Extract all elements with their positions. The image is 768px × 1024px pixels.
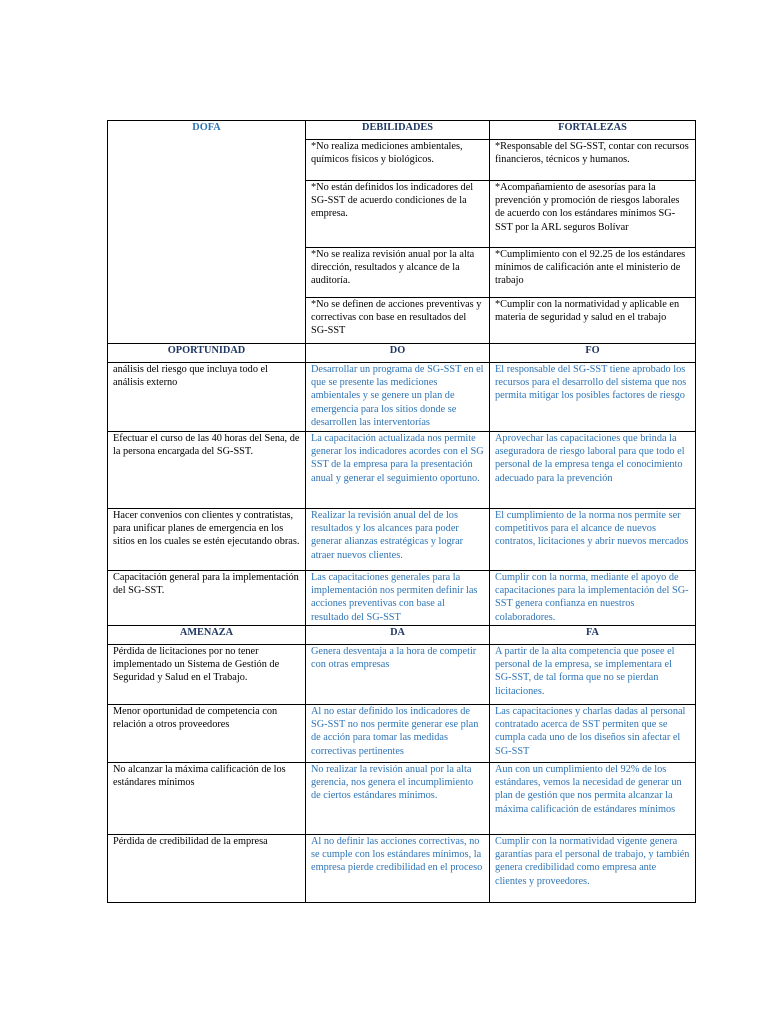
header-da: DA	[306, 626, 490, 645]
header-amenaza: AMENAZA	[108, 626, 306, 645]
oportunidad-cell: Hacer convenios con clientes y contratistas, para unificar planes de emergencia en los sitios en los cuales se estén ejecutando obras.	[108, 509, 306, 571]
dofa-matrix-table	[107, 120, 696, 903]
oportunidad-cell: análisis del riesgo que incluya todo el análisis externo	[108, 363, 306, 432]
header-fo: FO	[490, 344, 696, 363]
header-oportunidad: OPORTUNIDAD	[108, 344, 306, 363]
do-strategy-cell: Las capacitaciones generales para la implementación nos permiten definir las acciones preventivas con base al resultado del SG-SST	[306, 571, 490, 626]
fa-strategy-cell: Las capacitaciones y charlas dadas al personal contratado acerca de SST permiten que se cumpla cada uno de los diseños sin afectar el SG-SST	[490, 705, 696, 763]
dofa-corner-label: DOFA	[108, 121, 306, 344]
fa-strategy-cell: A partir de la alta competencia que posee el personal de la empresa, se implementara el SG-SST, de tal forma que no se pierdan licitaciones.	[490, 645, 696, 705]
do-strategy-cell: Realizar la revisión anual del de los resultados y los alcances para poder generar alianzas estratégicas y lograr atraer nuevos clientes.	[306, 509, 490, 571]
header-fa: FA	[490, 626, 696, 645]
amenaza-cell: No alcanzar la máxima calificación de los estándares mínimos	[108, 763, 306, 835]
da-strategy-cell: Genera desventaja a la hora de competir con otras empresas	[306, 645, 490, 705]
amenaza-cell: Menor oportunidad de competencia con relación a otros proveedores	[108, 705, 306, 763]
do-strategy-cell: La capacitación actualizada nos permite generar los indicadores acordes con el SG SST de la empresa para la presentación anual y generar el seguimiento oportuno.	[306, 432, 490, 509]
da-strategy-cell: Al no definir las acciones correctivas, no se cumple con los estándares mínimos, la empresa pierde credibilidad en el proceso	[306, 835, 490, 903]
fa-strategy-cell: Aun con un cumplimiento del 92% de los estándares, vemos la necesidad de generar un plan de gestión que nos permita alcanzar la máxima calificación de estándares mínimos	[490, 763, 696, 835]
da-strategy-cell: Al no estar definido los indicadores de SG-SST no nos permite generar ese plan de acción para tomar las medidas correctivas pertinentes	[306, 705, 490, 763]
fortaleza-cell: *Cumplimiento con el 92.25 de los estándares mínimos de calificación ante el ministerio de trabajo	[490, 248, 696, 298]
debilidad-cell: *No están definidos los indicadores del SG-SST de acuerdo condiciones de la empresa.	[306, 181, 490, 248]
header-do: DO	[306, 344, 490, 363]
fortaleza-cell: *Acompañamiento de asesorías para la prevención y promoción de riesgos laborales de acuerdo con los estándares mínimos SG-SST por la ARL seguros Bolívar	[490, 181, 696, 248]
header-fortalezas: FORTALEZAS	[490, 121, 696, 140]
fortaleza-cell: *Cumplir con la normatividad y aplicable en materia de seguridad y salud en el trabajo	[490, 298, 696, 344]
debilidad-cell: *No se realiza revisión anual por la alta dirección, resultados y alcance de la auditoría.	[306, 248, 490, 298]
oportunidad-cell: Capacitación general para la implementación del SG-SST.	[108, 571, 306, 626]
fo-strategy-cell: Cumplir con la norma, mediante el apoyo de capacitaciones para la implementación del SG-SST genera confianza en nuestros colaboradores.	[490, 571, 696, 626]
fo-strategy-cell: El cumplimiento de la norma nos permite ser competitivos para el alcance de nuevos contratos, licitaciones y abrir nuevos mercados	[490, 509, 696, 571]
oportunidad-cell: Efectuar el curso de las 40 horas del Sena, de la persona encargada del SG-SST.	[108, 432, 306, 509]
fo-strategy-cell: Aprovechar las capacitaciones que brinda la aseguradora de riesgo laboral para que todo el personal de la empresa tenga el conocimiento adecuado para la prevención	[490, 432, 696, 509]
do-strategy-cell: Desarrollar un programa de SG-SST en el que se presente las mediciones ambientales y se genere un plan de emergencia para los sitios donde se desarrollen las interventorías	[306, 363, 490, 432]
da-strategy-cell: No realizar la revisión anual por la alta gerencia, nos genera el incumplimiento de ciertos estándares mínimos.	[306, 763, 490, 835]
amenaza-cell: Pérdida de credibilidad de la empresa	[108, 835, 306, 903]
amenaza-cell: Pérdida de licitaciones por no tener implementado un Sistema de Gestión de Seguridad y Salud en el Trabajo.	[108, 645, 306, 705]
header-debilidades: DEBILIDADES	[306, 121, 490, 140]
debilidad-cell: *No realiza mediciones ambientales, químicos físicos y biológicos.	[306, 140, 490, 181]
debilidad-cell: *No se definen de acciones preventivas y correctivas con base en resultados del SG-SST	[306, 298, 490, 344]
fortaleza-cell: *Responsable del SG-SST, contar con recursos financieros, técnicos y humanos.	[490, 140, 696, 181]
fo-strategy-cell: El responsable del SG-SST tiene aprobado los recursos para el desarrollo del sistema que nos permita mitigar los posibles factores de riesgo	[490, 363, 696, 432]
fa-strategy-cell: Cumplir con la normatividad vigente genera garantías para el personal de trabajo, y también genera credibilidad como empresa ante clientes y proveedores.	[490, 835, 696, 903]
